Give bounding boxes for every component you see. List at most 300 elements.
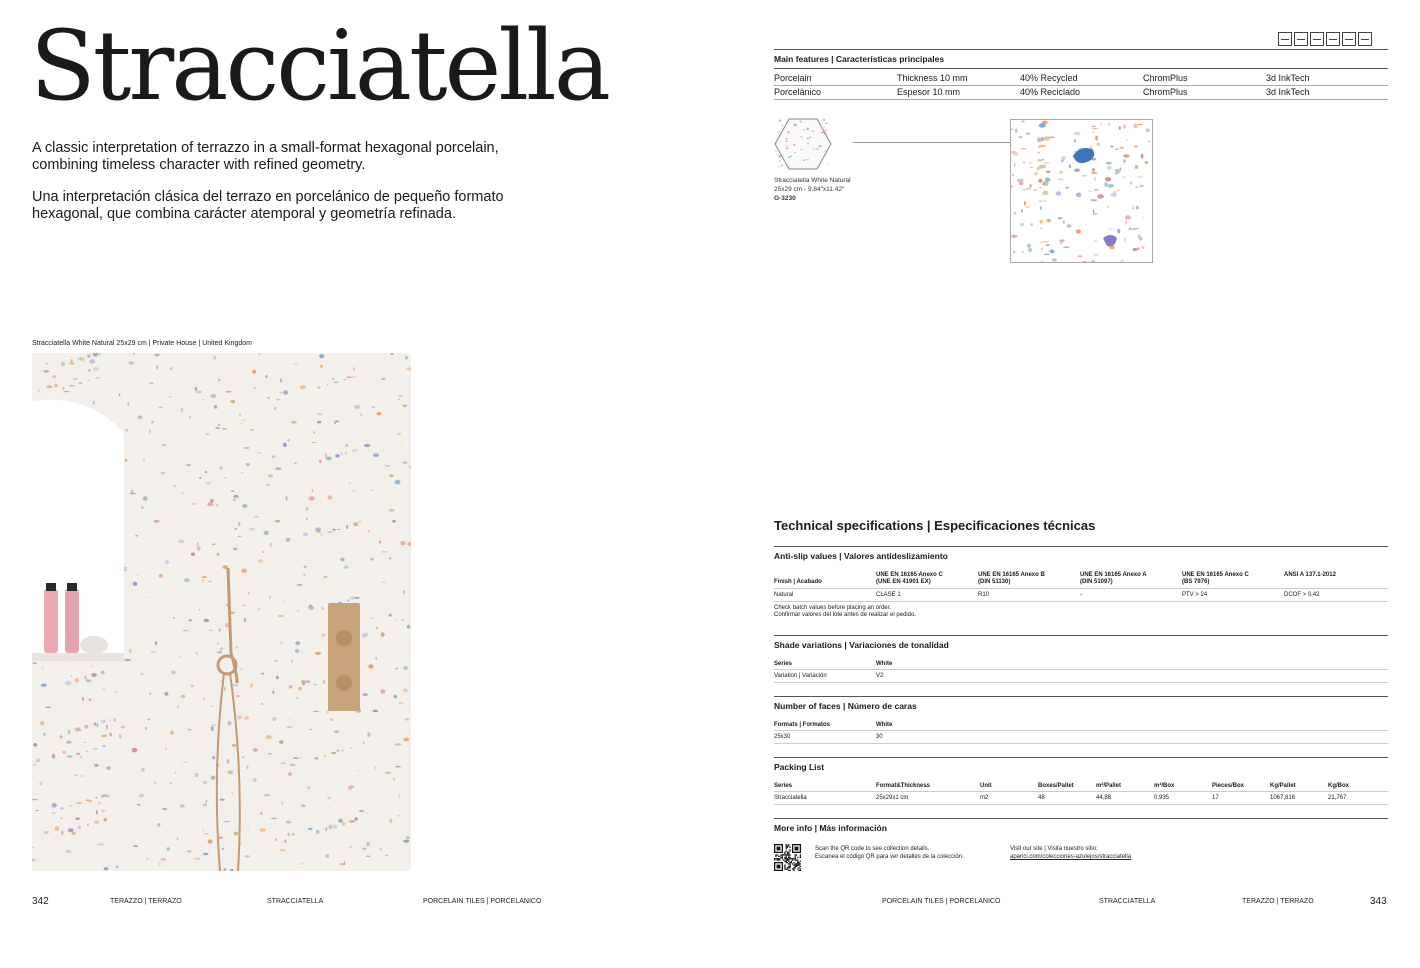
terrazzo-chip [394,695,398,699]
terrazzo-chip [190,685,194,688]
terrazzo-chip [178,540,184,544]
terrazzo-chip [227,759,230,764]
terrazzo-chip [276,676,279,680]
terrazzo-chip [790,156,792,157]
terrazzo-chip [207,502,213,506]
terrazzo-chip [352,449,358,452]
terrazzo-chip [1041,228,1043,229]
terrazzo-chip [106,725,108,730]
terrazzo-chip [778,165,779,168]
tech-specs-title: Technical specifications | Especificaciones técnicas [774,518,1096,533]
terrazzo-chip [354,405,360,409]
terrazzo-chip [375,767,377,770]
terrazzo-chip [786,145,788,146]
terrazzo-chip [288,772,292,776]
terrazzo-chip [84,676,86,680]
terrazzo-chip [133,353,135,355]
divider [774,696,1388,697]
terrazzo-chip [181,695,186,699]
terrazzo-chip [210,499,214,503]
terrazzo-chip [359,810,364,813]
terrazzo-chip [211,726,214,731]
terrazzo-chip [287,439,289,442]
terrazzo-chip [233,548,237,551]
footer-left-type: PORCELAIN TILES | PORCELANICO [423,898,542,905]
terrazzo-chip [101,671,105,675]
terrazzo-chip [145,727,147,731]
terrazzo-chip [167,847,170,851]
terrazzo-chip [1107,166,1112,170]
terrazzo-chip [55,383,58,387]
terrazzo-chip [137,804,141,806]
terrazzo-chip [192,503,196,505]
terrazzo-chip [1141,246,1144,249]
terrazzo-chip [60,807,64,809]
terrazzo-chip [350,376,356,377]
terrazzo-chip [203,697,205,700]
terrazzo-chip [217,643,219,645]
terrazzo-chip [241,569,247,573]
terrazzo-chip [154,781,155,785]
terrazzo-chip [303,574,306,576]
terrazzo-chip [1013,212,1016,215]
terrazzo-chip [204,833,209,834]
terrazzo-chip [352,490,355,492]
terrazzo-chip [1041,248,1042,251]
terrazzo-chip [94,764,98,767]
shade-header: Series White [774,661,1388,670]
terrazzo-chip [143,496,148,500]
terrazzo-chip [778,155,781,157]
terrazzo-chip [816,148,820,150]
terrazzo-chip [169,782,173,783]
terrazzo-chip [219,628,220,631]
terrazzo-chip [208,839,213,843]
terrazzo-chip [1027,244,1031,248]
terrazzo-chip [52,375,56,378]
terrazzo-chip [87,354,90,357]
terrazzo-chip [359,521,362,522]
terrazzo-chip [403,840,409,843]
terrazzo-chip [328,807,330,808]
product-code: G-3230 [774,195,796,202]
terrazzo-chip [173,485,176,487]
terrazzo-chip [332,825,337,829]
terrazzo-chip [782,155,784,157]
terrazzo-chip [184,578,189,582]
terrazzo-chip [95,377,100,378]
terrazzo-chip [68,828,74,832]
terrazzo-chip [363,693,368,696]
faces-title: Number of faces | Número de caras [774,701,917,711]
terrazzo-chip [326,827,328,831]
terrazzo-chip [203,853,209,856]
terrazzo-chip [297,610,299,612]
terrazzo-chip [88,380,90,381]
terrazzo-chip [1039,220,1043,223]
terrazzo-chip [1040,164,1046,168]
terrazzo-chip [236,646,238,648]
terrazzo-chip [287,726,293,728]
photo-caption: Stracciatella White Natural 25x29 cm | Private House | United Kingdom [32,340,252,347]
terrazzo-chip [149,429,150,434]
terrazzo-chip [72,832,76,835]
terrazzo-chip [129,649,132,653]
terrazzo-chip [315,757,319,760]
terrazzo-chip [199,477,201,479]
terrazzo-chip [43,370,49,373]
terrazzo-chip [301,804,305,807]
terrazzo-chip [248,591,249,594]
terrazzo-chip [119,734,122,738]
terrazzo-chip [104,867,109,870]
terrazzo-chip [320,365,323,368]
packing-header: Series Format&Thickness Unit Boxes/Pallet m²/Pallet m²/Box Pieces/Box Kg/Pallet Kg/Box [774,783,1388,792]
terrazzo-chip [32,764,37,765]
terrazzo-chip [1108,229,1112,230]
terrazzo-chip [1146,129,1150,132]
terrazzo-chip [216,503,218,506]
terrazzo-chip [367,732,370,737]
terrazzo-chip [276,399,280,401]
terrazzo-chip [173,617,176,619]
terrazzo-chip [1136,228,1139,229]
page-number-right: 343 [1370,896,1387,907]
terrazzo-chip [98,843,104,845]
terrazzo-chip [364,444,370,447]
terrazzo-chip [395,743,401,745]
terrazzo-chip [196,652,198,656]
terrazzo-chip [243,605,245,606]
terrazzo-chip [44,831,49,834]
terrazzo-chip [1019,136,1023,139]
terrazzo-chip [1136,206,1139,210]
terrazzo-chip [1029,184,1032,188]
terrazzo-chip [825,150,826,152]
terrazzo-chip [398,395,403,396]
terrazzo-chip [128,402,130,406]
tile-swatch [1010,119,1153,263]
terrazzo-chip [203,830,204,832]
terrazzo-chip [203,781,208,784]
terrazzo-chip [1028,248,1032,252]
terrazzo-chip [177,837,179,840]
terrazzo-chip [1111,193,1117,197]
terrazzo-chip [1074,132,1080,136]
terrazzo-chip [94,821,99,824]
terrazzo-chip [63,751,66,754]
terrazzo-chip [162,808,167,810]
terrazzo-chip [1092,260,1094,263]
terrazzo-chip [289,685,293,688]
terrazzo-chip [313,711,319,712]
collection-link[interactable]: aparici.com/colecciones-azulejos/stracciatella [1010,854,1132,860]
terrazzo-chip [212,544,216,546]
terrazzo-chip [323,576,327,577]
terrazzo-chip [403,689,407,693]
terrazzo-chip [828,164,830,165]
terrazzo-chip [260,812,262,814]
terrazzo-chip [148,597,150,598]
terrazzo-chip [250,429,254,431]
terrazzo-chip [234,528,237,530]
terrazzo-chip [315,652,321,655]
hexagon-tile-icon [774,118,832,170]
product-size: 25x29 cm - 9.84"x11.42" [774,186,845,193]
terrazzo-chip [335,454,339,457]
terrazzo-chip [138,416,143,419]
terrazzo-chip [821,132,824,133]
terrazzo-chip [340,558,344,562]
terrazzo-chip [208,581,211,583]
terrazzo-chip [86,679,92,682]
terrazzo-chip [1107,184,1114,188]
terrazzo-chip [61,831,63,835]
terrazzo-chip [141,768,144,772]
terrazzo-chip [275,520,280,522]
terrazzo-chip [309,729,312,730]
terrazzo-chip [94,722,96,726]
terrazzo-chip [231,490,235,492]
terrazzo-chip [232,792,233,794]
terrazzo-chip [159,862,161,867]
terrazzo-chip [333,378,334,381]
terrazzo-chip [230,400,235,403]
terrazzo-chip [280,378,282,383]
terrazzo-chip [197,542,199,546]
terrazzo-chip [367,842,370,846]
terrazzo-chip [1130,181,1132,184]
terrazzo-chip [1069,164,1071,168]
terrazzo-chip [135,535,138,537]
terrazzo-chip [806,159,809,160]
floor-icon [1310,32,1324,46]
terrazzo-chip [1097,194,1103,198]
terrazzo-chip [197,546,201,550]
terrazzo-chip [267,397,270,398]
terrazzo-chip [170,367,173,370]
terrazzo-chip [324,453,327,457]
terrazzo-chip [39,782,42,786]
terrazzo-chip [283,443,287,447]
terrazzo-chip [160,472,165,475]
terrazzo-chip [304,566,307,568]
terrazzo-chip [1065,187,1069,189]
terrazzo-chip [131,490,134,493]
terrazzo-chip [1137,176,1143,177]
terrazzo-chip [290,718,291,720]
terrazzo-chip [38,389,40,393]
terrazzo-chip [1119,126,1121,130]
terrazzo-chip [403,404,407,407]
terrazzo-chip [151,651,157,653]
terrazzo-chip [133,383,134,385]
terrazzo-chip [1026,206,1030,207]
stair-icon [1326,32,1340,46]
terrazzo-chip [217,553,220,556]
terrazzo-chip [157,365,159,369]
terrazzo-chip [380,847,382,851]
slash-pattern-icon [1278,32,1292,46]
terrazzo-chip [368,664,373,668]
terrazzo-chip [204,619,210,622]
terrazzo-chip [275,467,281,470]
terrazzo-chip [395,668,398,670]
more-info-title: More info | Más información [774,823,887,833]
terrazzo-chip [1121,260,1124,263]
terrazzo-chip [1093,199,1097,201]
terrazzo-chip [281,801,283,805]
terrazzo-chip [1014,163,1015,167]
terrazzo-chip [826,132,828,134]
terrazzo-chip [357,770,359,771]
terrazzo-chip [1045,178,1050,182]
terrazzo-chip [1092,168,1095,171]
intro-english: A classic interpretation of terrazzo in a small-format hexagonal porcelain, combining timeless character with refined geometry. [32,140,499,173]
terrazzo-chip [824,129,826,131]
terrazzo-chip [1127,139,1128,141]
terrazzo-chip [279,740,283,743]
terrazzo-chip [272,690,274,694]
terrazzo-chip [794,124,797,126]
terrazzo-chip [65,681,71,686]
terrazzo-chip [325,854,329,858]
terrazzo-chip [171,671,176,675]
terrazzo-chip [155,641,157,645]
terrazzo-chip [1135,186,1138,188]
terrazzo-chip [181,407,182,411]
terrazzo-chip [232,744,237,747]
terrazzo-chip [323,680,325,685]
terrazzo-chip [130,493,136,495]
terrazzo-chip [1148,141,1150,142]
terrazzo-chip [1123,159,1126,163]
terrazzo-chip [116,865,119,868]
terrazzo-chip [239,413,241,417]
terrazzo-chip [164,692,168,696]
terrazzo-chip [1117,229,1120,234]
terrazzo-chip [259,828,265,832]
terrazzo-chip [362,848,366,850]
terrazzo-chip [1029,162,1033,163]
terrazzo-chip [317,387,320,389]
terrazzo-chip [1041,137,1044,141]
terrazzo-chip [88,369,92,372]
terrazzo-chip [240,669,243,670]
terrazzo-chip [809,136,812,138]
terrazzo-chip [1039,187,1041,189]
terrazzo-chip [268,753,273,755]
terrazzo-chip [78,357,83,361]
terrazzo-chip [381,378,385,380]
terrazzo-chip [779,120,782,122]
terrazzo-chip [1105,177,1111,181]
main-features-row-en: Porcelain Thickness 10 mm 40% Recycled ChromPlus 3d InkTech [774,72,1388,86]
terrazzo-chip [165,748,167,750]
terrazzo-chip [1037,137,1042,142]
terrazzo-chip [1012,174,1014,176]
connector-line [853,142,1010,143]
terrazzo-chip [1123,124,1126,128]
terrazzo-chip [268,474,273,477]
terrazzo-chip [102,794,107,795]
terrazzo-chip [280,849,285,851]
terrazzo-chip [1044,254,1050,255]
terrazzo-chip [1145,161,1149,164]
terrazzo-chip [381,632,385,636]
terrazzo-chip [64,391,70,392]
terrazzo-chip [803,129,805,131]
divider [774,546,1388,547]
terrazzo-chip [321,607,323,610]
terrazzo-chip [385,465,391,466]
terrazzo-chip [161,858,166,861]
terrazzo-chip [391,353,394,355]
terrazzo-chip [800,149,802,151]
terrazzo-chip [825,122,828,124]
terrazzo-chip [258,559,263,562]
terrazzo-chip [95,797,97,799]
terrazzo-chip [1034,172,1039,176]
terrazzo-chip [1040,145,1046,147]
terrazzo-chip [1143,217,1145,219]
terrazzo-chip [402,461,407,464]
terrazzo-chip [254,388,257,390]
terrazzo-chip [1044,162,1050,163]
terrazzo-chip [211,706,214,707]
terrazzo-chip [220,681,221,682]
terrazzo-chip [272,455,276,458]
terrazzo-chip [238,536,242,537]
terrazzo-chip [373,710,379,713]
bathroom-photo [32,353,411,871]
qr-code[interactable] [774,844,801,871]
terrazzo-chip [327,710,329,714]
terrazzo-chip [334,730,339,733]
terrazzo-chip [74,775,78,776]
terrazzo-chip [69,362,75,364]
terrazzo-chip [86,750,88,752]
antislip-note-en: Check batch values before placing an order. [774,605,892,611]
terrazzo-chip [84,725,88,729]
terrazzo-chip [286,821,292,824]
terrazzo-chip [75,817,80,820]
terrazzo-chip [366,633,368,636]
terrazzo-chip [225,477,226,478]
main-features-table [774,72,1388,100]
terrazzo-chip [1037,167,1040,170]
terrazzo-chip [274,407,276,411]
terrazzo-chip [263,551,265,553]
terrazzo-chip [133,845,138,847]
terrazzo-chip [1044,200,1046,202]
terrazzo-chip [275,838,277,841]
terrazzo-chip [299,863,303,864]
terrazzo-chip [376,627,378,630]
terrazzo-chip [146,858,149,860]
terrazzo-chip [1092,128,1098,129]
terrazzo-chip [33,743,37,747]
terrazzo-chip [121,726,125,728]
terrazzo-chip [208,630,213,631]
terrazzo-chip [270,543,273,547]
terrazzo-chip [113,718,116,722]
terrazzo-chip [1094,177,1096,181]
terrazzo-chip [1013,251,1015,254]
main-features-title: Main features | Características principales [774,54,945,64]
terrazzo-chip [278,615,284,617]
terrazzo-chip [101,810,105,812]
